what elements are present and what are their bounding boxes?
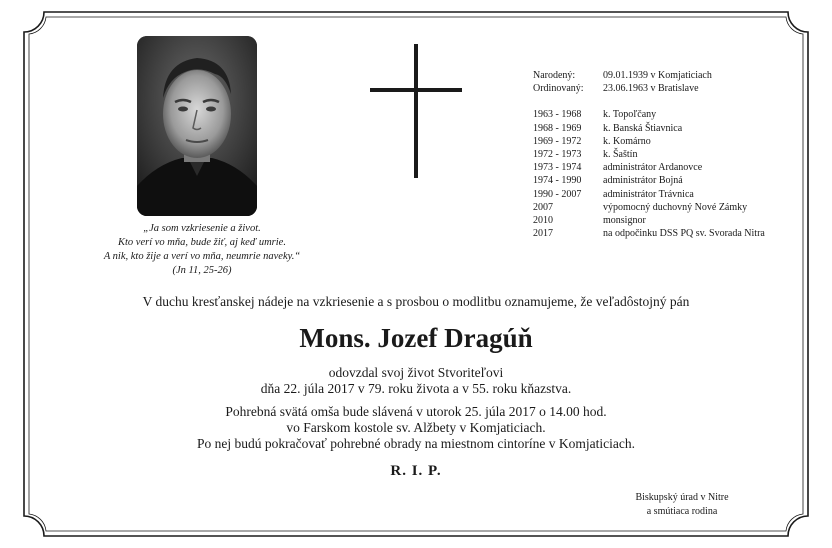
career-text: výpomocný duchovný Nové Zámky	[603, 201, 748, 213]
cross-horizontal-bar	[370, 88, 462, 92]
quote-reference: (Jn 11, 25-26)	[172, 265, 232, 276]
funeral-line: vo Farskom kostole sv. Alžbety v Komjaticiach.	[286, 420, 546, 435]
portrait-image	[137, 36, 257, 216]
birth-row	[533, 69, 765, 82]
career-row	[533, 201, 765, 214]
career-text: k. Banská Štiavnica	[603, 122, 683, 134]
death-line: dňa 22. júla 2017 v 79. roku života a v 55. roku kňazstva.	[260, 381, 572, 396]
career-row	[533, 161, 765, 174]
career-text: na odpočinku DSS PQ sv. Svorada Nitra	[603, 228, 765, 240]
cross-symbol	[370, 44, 462, 178]
career-row	[533, 214, 765, 227]
announcement-intro: V duchu kresťanskej nádeje na vzkriesenie a s prosbou o modlitbu oznamujeme, že veľadôstojný pán	[142, 294, 690, 309]
career-text: administrátor Bojná	[603, 175, 683, 187]
career-years: 2017	[533, 228, 553, 240]
career-text: k. Topoľčany	[603, 109, 657, 121]
career-years: 1963 - 1968	[533, 109, 582, 121]
funeral-line: Pohrebná svätá omša bude slávená v utorok 25. júla 2017 o 14.00 hod.	[225, 404, 607, 419]
cross-vertical-bar	[414, 44, 418, 178]
signature-block	[616, 491, 748, 519]
signature-line: Biskupský úrad v Nitre	[635, 492, 729, 503]
quote-line: A nik, kto žije a verí vo mňa, neumrie naveky.“	[103, 251, 301, 262]
career-years: 1972 - 1973	[533, 149, 582, 161]
career-years: 1974 - 1990	[533, 175, 582, 187]
deceased-name: Mons. Jozef Dragúň	[299, 323, 533, 353]
birth-label: Narodený:	[533, 70, 576, 81]
career-row	[533, 227, 765, 240]
career-text: k. Komárno	[603, 135, 651, 147]
career-text: monsignor	[603, 215, 646, 227]
quote-line: „Ja som vzkriesenie a život.	[143, 223, 261, 234]
career-row	[533, 122, 765, 135]
biography	[533, 69, 765, 240]
career-row	[533, 108, 765, 121]
ordination-row	[533, 82, 765, 95]
announcement-body	[0, 365, 832, 452]
portrait-photo	[137, 36, 257, 216]
ordination-label: Ordinovaný:	[533, 83, 584, 95]
signature-line: a smútiaca rodina	[646, 506, 718, 517]
career-row	[533, 135, 765, 148]
career-years: 1969 - 1972	[533, 135, 582, 147]
career-years: 2010	[533, 215, 553, 227]
career-row	[533, 148, 765, 161]
career-row	[533, 174, 765, 187]
quote-line: Kto verí vo mňa, bude žiť, aj keď umrie.	[118, 237, 286, 248]
career-text: k. Šaštín	[603, 149, 638, 161]
death-line: odovzdal svoj život Stvoriteľovi	[328, 365, 504, 380]
career-years: 2007	[533, 201, 553, 213]
career-text: administrátor Trávnica	[603, 188, 694, 200]
career-years: 1968 - 1969	[533, 122, 582, 134]
birth-value: 09.01.1939 v Komjaticiach	[603, 70, 712, 81]
career-row	[533, 188, 765, 201]
scripture-quote	[40, 222, 364, 278]
ordination-value: 23.06.1963 v Bratislave	[603, 83, 699, 95]
career-years: 1990 - 2007	[533, 188, 582, 200]
career-text: administrátor Ardanovce	[603, 162, 703, 174]
career-years: 1973 - 1974	[533, 162, 582, 174]
rip-text: R. I. P.	[390, 463, 442, 479]
funeral-line: Po nej budú pokračovať pohrebné obrady na miestnom cintoríne v Komjaticiach.	[196, 436, 636, 451]
